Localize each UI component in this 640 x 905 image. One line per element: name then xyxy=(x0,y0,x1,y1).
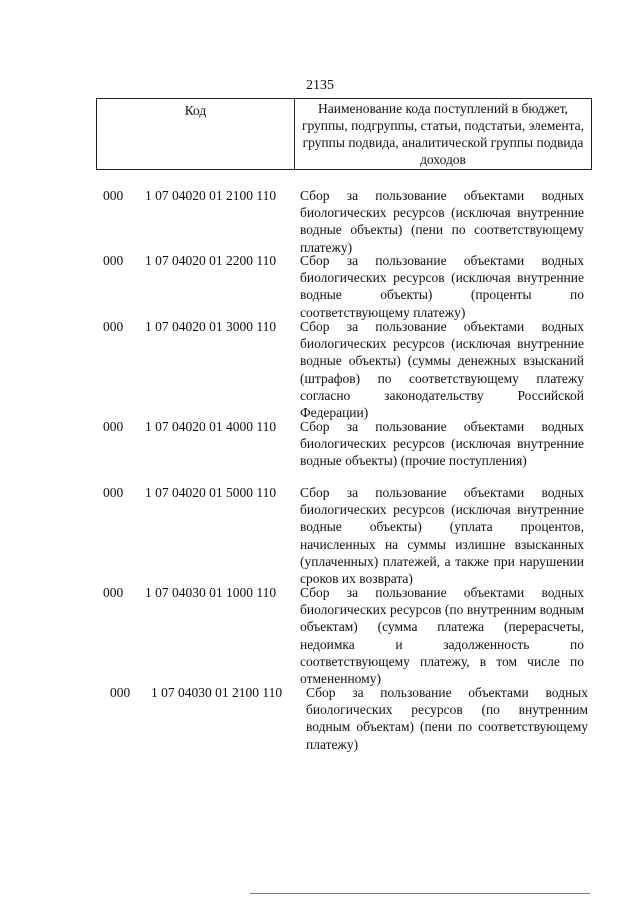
revenue-code: 1 07 04020 01 4000 110 xyxy=(145,419,277,434)
table-row xyxy=(0,318,640,421)
revenue-name: Сбор за пользование объектами водных биологических ресурсов (исключая внутренние водные объекты) (суммы денежных взысканий (штрафов) по соответствующему платежу согласно законодательству Российской Федерации) xyxy=(300,319,584,421)
revenue-code: 1 07 04030 01 1000 110 xyxy=(145,585,277,600)
revenue-name: Сбор за пользование объектами водных биологических ресурсов (по внутренним водным объектам) (пени по соответствующему платежу) xyxy=(306,685,588,752)
table-row xyxy=(0,584,640,687)
code-list xyxy=(0,187,640,754)
admin-code: 000 xyxy=(110,685,131,700)
table-row xyxy=(0,418,640,484)
header-code-label: Код xyxy=(97,99,295,169)
revenue-code: 1 07 04020 01 3000 110 xyxy=(145,319,277,334)
table-row xyxy=(0,484,640,587)
scan-edge-line xyxy=(250,893,590,894)
revenue-code: 1 07 04020 01 2100 110 xyxy=(145,188,277,203)
admin-code: 000 xyxy=(103,319,124,334)
table-row xyxy=(0,684,640,754)
admin-code: 000 xyxy=(103,485,124,500)
admin-code: 000 xyxy=(103,188,124,203)
revenue-code: 1 07 04020 01 5000 110 xyxy=(145,485,277,500)
table-row xyxy=(0,252,640,318)
revenue-name: Сбор за пользование объектами водных биологических ресурсов (по внутренним водным объектам) (сумма платежа (перерасчеты, недоимка и задолженность по соответствующему платежу, в том числе по отмененному) xyxy=(300,585,584,687)
admin-code: 000 xyxy=(103,585,124,600)
revenue-name: Сбор за пользование объектами водных биологических ресурсов (исключая внутренние водные объекты) (проценты по соответствующему платежу) xyxy=(300,253,584,320)
admin-code: 000 xyxy=(103,419,124,434)
revenue-name: Сбор за пользование объектами водных биологических ресурсов (исключая внутренние водные объекты) (пени по соответствующему платежу) xyxy=(300,188,584,255)
revenue-code: 1 07 04030 01 2100 110 xyxy=(151,685,283,700)
admin-code: 000 xyxy=(103,253,124,268)
revenue-name: Сбор за пользование объектами водных биологических ресурсов (исключая внутренние водные объекты) (прочие поступления) xyxy=(300,419,584,469)
revenue-name: Сбор за пользование объектами водных биологических ресурсов (исключая внутренние водные объекты) (уплата процентов, начисленных на суммы излишне взысканных (уплаченных) платежей, а также при нарушении сроков их возврата) xyxy=(300,485,584,587)
page-number: 2135 xyxy=(306,78,334,93)
table-row xyxy=(0,187,640,255)
header-name-label: Наименование кода поступлений в бюджет, группы, подгруппы, статьи, подстатьи, элемента, группы подвида, аналитической группы подвида доходов xyxy=(301,101,585,167)
table-header xyxy=(96,98,592,170)
revenue-code: 1 07 04020 01 2200 110 xyxy=(145,253,277,268)
